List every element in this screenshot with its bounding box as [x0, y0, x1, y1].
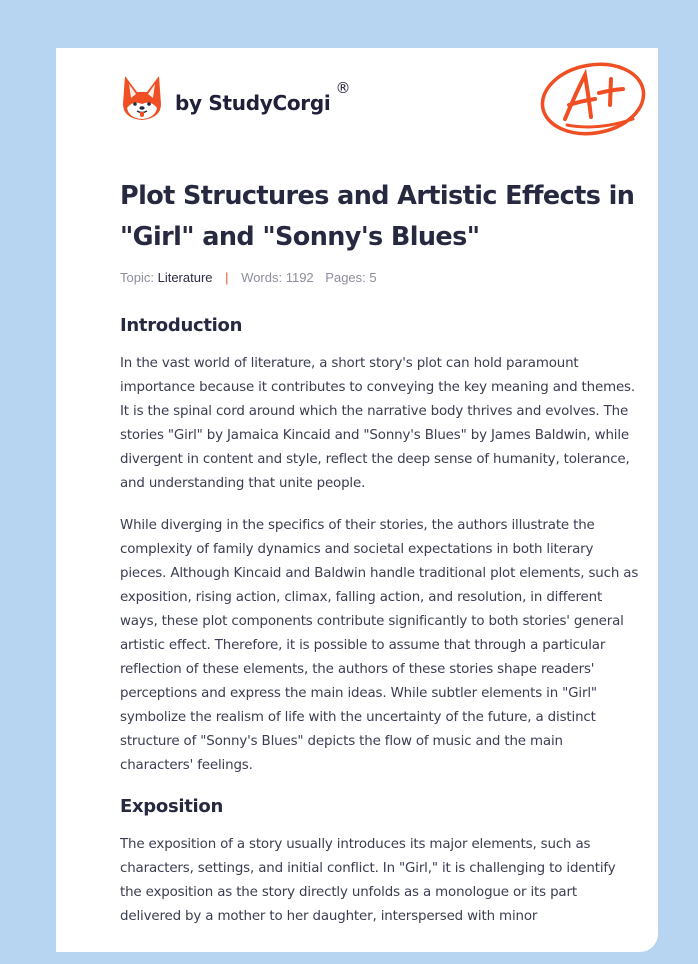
- paragraph: While diverging in the specifics of their stories, the authors illustrate the complexity of family dynamics and societal expectations in both literary pieces. Although Kincaid and Baldwin handle traditional plot elements, such as exposition, rising action, climax, falling action, and resolution, in different ways, these plot components contribute significantly to both stories' general artistic effect. Therefore, it is possible to assume that through a particular reflection of these elements, the authors of these stories shape readers' perceptions and express the main ideas. While subtler elements in "Girl" symbolize the realism of life with the uncertainty of the future, a distinct structure of "Sonny's Blues" depicts the flow of music and the main characters' feelings.: [120, 518, 639, 773]
- brand-name: by StudyCorgi: [175, 91, 331, 115]
- page-count: Pages: 5: [325, 270, 377, 285]
- section-heading-exposition: Exposition: [120, 796, 223, 817]
- paragraph: In the vast world of literature, a short story's plot can hold paramount importance because it contributes to conveying the key meaning and themes. It is the spinal cord around which the narrative body thrives and evolves. The stories "Girl" by Jamaica Kincaid and "Sonny's Blues" by James Baldwin, while divergent in content and style, reflect the deep sense of humanity, tolerance, and understanding that unite people.: [120, 356, 635, 491]
- paragraph: The exposition of a story usually introduces its major elements, such as characters, settings, and initial conflict. In "Girl," it is challenging to identify the exposition as the story directly unfolds as a monologue or its part delivered by a mother to her daughter, interspersed with minor: [120, 837, 616, 924]
- studycorgi-logo[interactable]: [121, 74, 350, 122]
- word-count: Words: 1192: [241, 270, 314, 285]
- topic-link[interactable]: Literature: [157, 270, 213, 285]
- article-content: [120, 176, 640, 929]
- corgi-icon: [121, 74, 163, 122]
- a-plus-grade-icon: [537, 59, 649, 139]
- page-header: [56, 48, 658, 158]
- page-title: Plot Structures and Artistic Effects in "Girl" and "Sonny's Blues": [120, 181, 635, 252]
- document-card: [56, 48, 658, 952]
- section-heading-introduction: Introduction: [120, 315, 243, 336]
- meta-separator: |: [225, 270, 229, 285]
- registered-mark: ®: [335, 79, 351, 97]
- article-meta: [120, 269, 640, 287]
- topic-label: Topic:: [120, 270, 154, 285]
